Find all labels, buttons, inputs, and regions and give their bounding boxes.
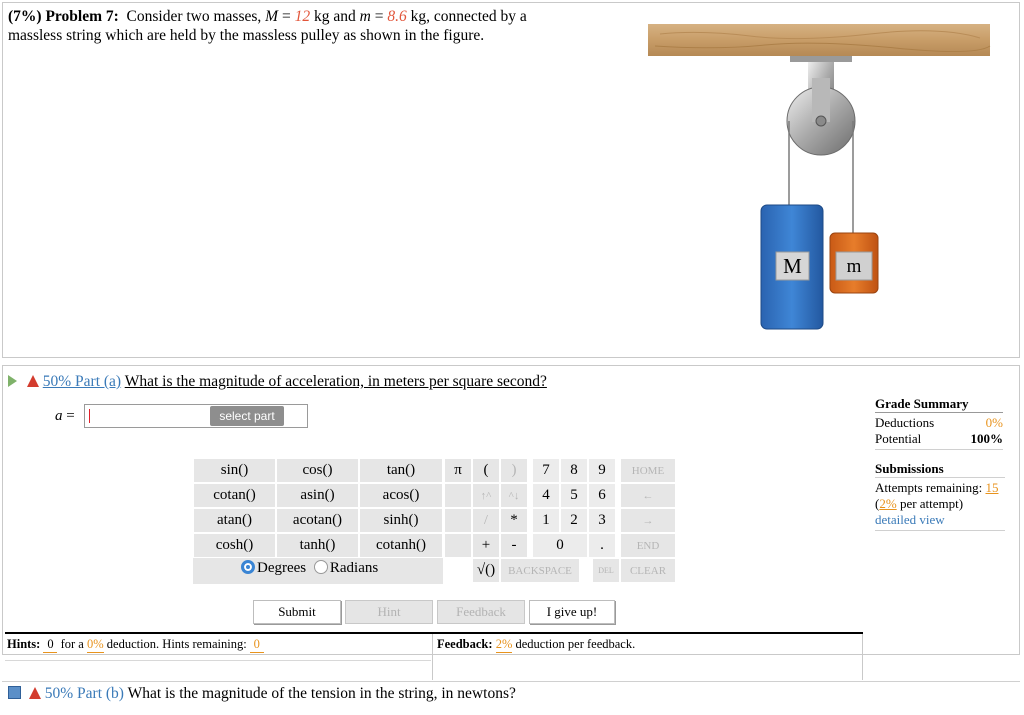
divider — [5, 632, 863, 634]
key-acos[interactable]: acos() — [359, 483, 443, 508]
text-cursor — [89, 409, 90, 423]
key-tan[interactable]: tan() — [359, 458, 443, 483]
attempts-value: 15 — [985, 480, 999, 495]
key-del[interactable]: DEL — [592, 558, 620, 583]
per-attempt-row — [875, 496, 1005, 512]
hints-remaining: 0 — [250, 637, 264, 653]
part-b-question: What is the magnitude of the tension in the string, in newtons? — [127, 685, 516, 702]
key-asin[interactable]: asin() — [276, 483, 359, 508]
key-1[interactable]: 1 — [532, 508, 560, 533]
hint-button[interactable]: Hint — [345, 600, 433, 624]
function-keypad — [193, 458, 443, 584]
part-b-percent[interactable]: 50% Part (b) — [44, 685, 124, 702]
key-sqrt[interactable]: √() — [472, 558, 500, 583]
detailed-row — [875, 512, 1005, 531]
submissions-panel — [875, 461, 1005, 531]
potential-label: Potential — [875, 431, 922, 446]
give-up-button[interactable]: I give up! — [529, 600, 615, 624]
problem-text-1: Consider two masses, — [126, 8, 262, 25]
var-M: M — [265, 8, 279, 25]
mass-m-label: m — [846, 256, 862, 277]
key-home[interactable]: HOME — [620, 458, 676, 483]
key-pi[interactable]: π — [444, 458, 472, 483]
key-blank-1 — [444, 483, 472, 508]
feedback-label: Feedback: — [437, 637, 493, 651]
key-tanh[interactable]: tanh() — [276, 533, 359, 558]
hints-underline — [5, 660, 431, 661]
key-down-arrow[interactable]: ^↓ — [500, 483, 528, 508]
key-7[interactable]: 7 — [532, 458, 560, 483]
grade-summary-title: Grade Summary — [875, 396, 1003, 413]
key-atan[interactable]: atan() — [193, 508, 276, 533]
grade-summary — [875, 396, 1003, 450]
value-m: 8.6 — [387, 8, 407, 25]
warning-icon — [27, 375, 39, 387]
mass-M-label: M — [783, 254, 802, 278]
key-blank-2 — [444, 508, 472, 533]
submit-button[interactable]: Submit — [253, 600, 341, 624]
key-divide[interactable]: / — [472, 508, 500, 533]
detailed-view-link[interactable]: detailed view — [875, 512, 945, 527]
per-attempt-pct: 2% — [879, 496, 897, 511]
key-2[interactable]: 2 — [560, 508, 588, 533]
part-b-header[interactable] — [8, 685, 516, 703]
eq-sign-2: = — [370, 8, 388, 25]
degrees-radio[interactable] — [241, 560, 255, 574]
mount-plate — [790, 56, 852, 62]
problem-number: (7%) Problem 7: — [8, 8, 119, 25]
attempts-row — [875, 480, 1005, 496]
hints-label: Hints: — [7, 637, 41, 651]
feedback-pct: 2% — [495, 637, 513, 651]
key-minus[interactable]: - — [500, 533, 528, 558]
part-a-header[interactable] — [8, 373, 547, 391]
problem-text-3: kg, connected by a — [406, 8, 527, 25]
potential-row — [875, 431, 1003, 450]
key-clear[interactable]: CLEAR — [620, 558, 676, 583]
problem-line-2: massless string which are held by the massless pulley as shown in the figure. — [8, 27, 485, 44]
key-plus[interactable]: + — [472, 533, 500, 558]
var-m: m — [359, 8, 371, 25]
part-a-question: What is the magnitude of acceleration, in meters per square second? — [124, 373, 547, 390]
hints-deduction-pct: 0% — [86, 637, 104, 651]
key-0[interactable]: 0 — [532, 533, 588, 558]
deductions-value: 0% — [985, 415, 1003, 430]
key-6[interactable]: 6 — [588, 483, 616, 508]
key-9[interactable]: 9 — [588, 458, 616, 483]
key-forward-arrow[interactable]: → — [620, 508, 676, 533]
feedback-text: deduction per feedback. — [515, 637, 636, 651]
per-attempt-text: per attempt) — [899, 496, 964, 511]
attempts-label: Attempts remaining: — [875, 480, 983, 495]
part-a-percent[interactable]: 50% Part (a) — [42, 373, 122, 390]
number-keypad — [444, 458, 676, 584]
key-cos[interactable]: cos() — [276, 458, 359, 483]
problem-text-2: kg and — [310, 8, 360, 25]
key-3[interactable]: 3 — [588, 508, 616, 533]
radians-radio[interactable] — [314, 560, 328, 574]
radians-label: Radians — [329, 560, 379, 576]
key-blank-3 — [444, 533, 472, 558]
key-sin[interactable]: sin() — [193, 458, 276, 483]
hints-info — [7, 637, 264, 653]
select-part-button[interactable]: select part — [210, 406, 284, 426]
feedback-button[interactable]: Feedback — [437, 600, 525, 624]
potential-value: 100% — [970, 431, 1003, 446]
warning-icon — [29, 687, 41, 699]
deductions-label: Deductions — [875, 415, 935, 430]
key-multiply[interactable]: * — [500, 508, 528, 533]
divider-vertical-right — [862, 634, 863, 680]
key-up-arrow[interactable]: ↑^ — [472, 483, 500, 508]
key-lparen[interactable]: ( — [472, 458, 500, 483]
collapsed-square-icon[interactable] — [8, 686, 21, 699]
submissions-title: Submissions — [875, 461, 1005, 478]
value-M: 12 — [294, 8, 311, 25]
key-cosh[interactable]: cosh() — [193, 533, 276, 558]
problem-statement — [8, 7, 608, 45]
key-5[interactable]: 5 — [560, 483, 588, 508]
key-cotanh[interactable]: cotanh() — [359, 533, 443, 558]
eq-sign: = — [278, 8, 295, 25]
feedback-info — [437, 637, 635, 653]
key-back-arrow[interactable]: ← — [620, 483, 676, 508]
key-8[interactable]: 8 — [560, 458, 588, 483]
answer-label: a = — [55, 408, 75, 424]
key-cotan[interactable]: cotan() — [193, 483, 276, 508]
key-end[interactable]: END — [620, 533, 676, 558]
per-attempt-paren: ( — [875, 496, 880, 511]
part-b-divider — [2, 681, 1020, 682]
key-acotan[interactable]: acotan() — [276, 508, 359, 533]
pulley-figure — [640, 18, 1000, 338]
key-rparen[interactable]: ) — [500, 458, 528, 483]
key-4[interactable]: 4 — [532, 483, 560, 508]
degrees-label: Degrees — [257, 560, 307, 576]
hints-for-a: for a — [60, 637, 84, 651]
deductions-row — [875, 415, 1003, 431]
expand-triangle-icon[interactable] — [8, 375, 17, 387]
key-sinh[interactable]: sinh() — [359, 508, 443, 533]
angle-mode — [241, 560, 378, 577]
key-dot[interactable]: . — [588, 533, 616, 558]
key-backspace[interactable]: BACKSPACE — [500, 558, 580, 583]
hints-count: 0 — [43, 637, 57, 653]
hints-text: deduction. Hints remaining: — [106, 637, 247, 651]
divider-vertical — [432, 634, 433, 680]
